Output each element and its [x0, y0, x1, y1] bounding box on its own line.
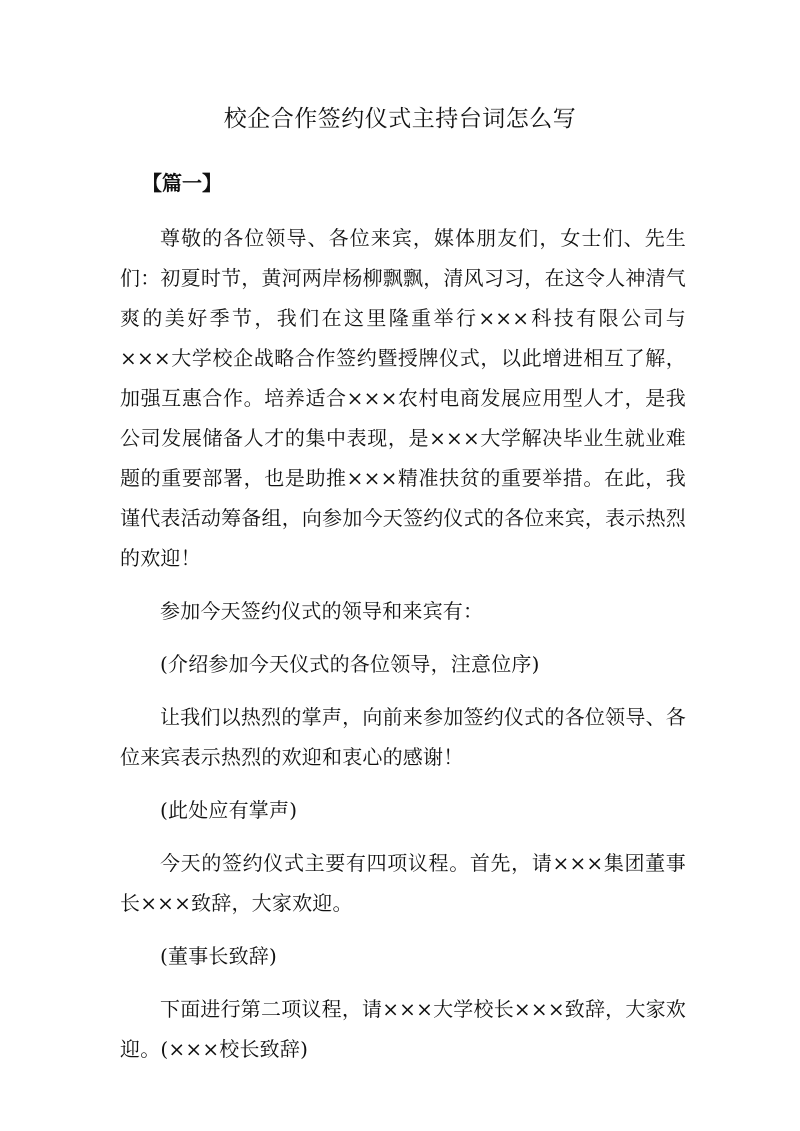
paragraph-agenda: 今天的签约仪式主要有四项议程。首先，请×××集团董事长×××致辞，大家欢迎。 — [120, 851, 686, 915]
paragraph-second-agenda: 下面进行第二项议程，请×××大学校长×××致辞，大家欢迎。(×××校长致辞) — [120, 997, 686, 1061]
paragraph-applause-note: (此处应有掌声) — [160, 798, 298, 822]
paragraph-guests-intro: 参加今天签约仪式的领导和来宾有： — [160, 599, 484, 623]
section-label: 【篇一】 — [142, 171, 222, 195]
paragraph-introduce-leaders: (介绍参加今天仪式的各位领导，注意位序) — [160, 652, 540, 676]
document-title: 校企合作签约仪式主持台词怎么写 — [223, 106, 577, 132]
paragraph-welcome: 尊敬的各位领导、各位来宾，媒体朋友们，女士们、先生们：初夏时节，黄河两岸杨柳飘飘，清风习习，在这令人神清气爽的美好季节，我们在这里隆重举行×××科技有限公司与×××大学校企战略合作签约暨授牌仪式，以此增进相互了解，加强互惠合作。培养适合×××农村电商发展应用型人才，是我公司发展储备人才的集中表现，是×××大学解决毕业生就业难题的重要部署，也是助推×××精准扶贫的重要举措。在此，我谨代表活动筹备组，向参加今天签约仪式的各位来宾，表示热烈的欢迎！ — [120, 226, 686, 570]
paragraph-chairman-speech: (董事长致辞) — [160, 944, 278, 968]
document-body — [120, 218, 686, 1082]
paragraph-applause-welcome: 让我们以热烈的掌声，向前来参加签约仪式的各位领导、各位来宾表示热烈的欢迎和衷心的感谢！ — [120, 705, 686, 769]
